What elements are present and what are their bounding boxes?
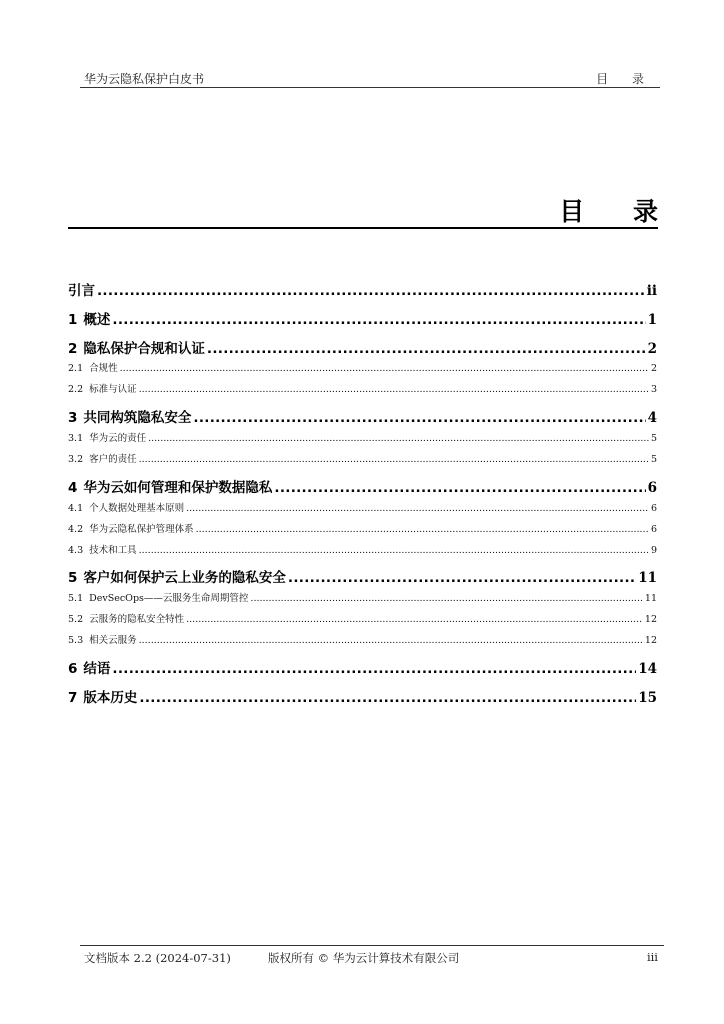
toc-entry-page: 2 [647, 341, 657, 357]
toc-entry-number: 3 [68, 410, 78, 426]
toc-entry-title: 技术和工具 [89, 545, 137, 556]
toc-entry-section[interactable] [68, 611, 657, 625]
toc-entry-number: 2.2 [68, 384, 84, 395]
toc-entry-section[interactable] [68, 632, 657, 646]
toc-entry-title: 华为云隐私保护管理体系 [89, 524, 194, 535]
page-header [80, 69, 660, 88]
toc-dot-leader [274, 480, 645, 496]
toc-entry-number: 4.3 [68, 545, 84, 556]
toc-entry-number: 6 [68, 661, 78, 677]
toc-entry-page: 6 [647, 480, 657, 496]
toc-entry-section[interactable] [68, 360, 657, 374]
toc-dot-leader [139, 545, 649, 556]
toc-entry-page: 14 [638, 661, 657, 677]
toc-entry-title: 引言 [68, 283, 95, 299]
toc-dot-leader [148, 433, 649, 444]
footer-version: 文档版本 2.2 (2024-07-31) [84, 951, 231, 965]
toc-entry-title: 合规性 [89, 363, 118, 374]
toc-dot-leader [97, 283, 645, 299]
toc-entry-number: 2 [68, 341, 78, 357]
toc-entry-number: 5.2 [68, 614, 84, 625]
toc-entry-page: 2 [650, 363, 657, 374]
toc-entry-page: 1 [647, 312, 657, 328]
toc-entry-section[interactable] [68, 451, 657, 465]
toc-entry-title: 个人数据处理基本原则 [89, 503, 185, 514]
toc-dot-leader [139, 384, 649, 395]
toc-dot-leader [288, 570, 636, 586]
toc-entry-title: 标准与认证 [89, 384, 137, 395]
toc-dot-leader [139, 454, 649, 465]
toc-dot-leader [207, 341, 646, 357]
toc-entry-number: 5.3 [68, 635, 84, 646]
toc-entry-section[interactable] [68, 590, 657, 604]
toc-entry-number: 4.1 [68, 503, 84, 514]
toc-entry-page: 12 [644, 614, 657, 625]
toc-entry-number: 5 [68, 570, 78, 586]
toc-entry-page: 5 [650, 454, 657, 465]
toc-entry-section[interactable] [68, 500, 657, 514]
toc-entry-chapter[interactable] [68, 406, 657, 426]
toc-entry-title: 客户如何保护云上业务的隐私安全 [83, 570, 286, 586]
toc-entry-page: 4 [647, 410, 657, 426]
toc-entry-title: 概述 [83, 312, 111, 328]
toc-entry-page: ii [646, 283, 657, 299]
toc-dot-leader [186, 614, 643, 625]
page-footer [80, 945, 664, 968]
toc-entry-number: 4.2 [68, 524, 84, 535]
toc-dot-leader [193, 410, 645, 426]
toc-entry-number: 1 [68, 312, 78, 328]
toc-heading [68, 192, 678, 229]
toc-entry-page: 11 [638, 570, 657, 586]
toc-entry-title: 云服务的隐私安全特性 [89, 614, 185, 625]
header-doc-title: 华为云隐私保护白皮书 [84, 72, 205, 86]
header-section: 目 录 [596, 72, 654, 86]
toc-entry-title: 结语 [83, 661, 111, 677]
toc-entry-title: 华为云的责任 [89, 433, 147, 444]
toc-entry-number: 5.1 [68, 593, 84, 604]
toc-entry-page: 15 [638, 690, 657, 706]
toc-entry-title: DevSecOps——云服务生命周期管控 [89, 593, 249, 604]
toc-entry-page: 5 [650, 433, 657, 444]
toc-entry-section[interactable] [68, 542, 657, 556]
toc-entry-section[interactable] [68, 430, 657, 444]
toc-entry-chapter[interactable] [68, 657, 657, 677]
toc-entry-title: 隐私保护合规和认证 [83, 341, 205, 357]
toc-dot-leader [139, 690, 636, 706]
toc-entry-chapter[interactable] [68, 476, 657, 496]
toc-dot-leader [120, 363, 649, 374]
toc-dot-leader [196, 524, 649, 535]
toc-heading-text: 目 录 [559, 197, 678, 226]
toc-dot-leader [139, 635, 643, 646]
toc-entry-title: 相关云服务 [89, 635, 137, 646]
toc-entry-title: 共同构筑隐私安全 [83, 410, 192, 426]
footer-page-number: iii [646, 950, 658, 964]
toc-entry-chapter[interactable] [68, 337, 657, 357]
footer-copyright: 版权所有 © 华为云计算技术有限公司 [268, 951, 460, 965]
toc-entry-page: 3 [650, 384, 657, 395]
toc-entry-page: 12 [644, 635, 657, 646]
toc-entry-number: 3.2 [68, 454, 84, 465]
toc-entry-title: 客户的责任 [89, 454, 137, 465]
toc-entry-title: 华为云如何管理和保护数据隐私 [83, 480, 273, 496]
toc-entry-page: 6 [650, 524, 657, 535]
toc-dot-leader [112, 312, 645, 328]
toc-entry-page: 9 [650, 545, 657, 556]
toc-entry-number: 4 [68, 480, 78, 496]
toc-entry-number: 7 [68, 690, 78, 706]
toc-entry-page: 6 [650, 503, 657, 514]
toc-entry-chapter[interactable] [68, 566, 657, 586]
toc-entry-chapter[interactable] [68, 308, 657, 328]
toc-dot-leader [250, 593, 642, 604]
toc-entry-number: 3.1 [68, 433, 84, 444]
toc-dot-leader [186, 503, 649, 514]
toc-entry-section[interactable] [68, 521, 657, 535]
toc-entry-number: 2.1 [68, 363, 84, 374]
toc-entry-page: 11 [644, 593, 657, 604]
toc-dot-leader [112, 661, 636, 677]
toc-entry-section[interactable] [68, 381, 657, 395]
toc-entry-chapter[interactable] [68, 279, 657, 299]
toc-entry-chapter[interactable] [68, 686, 657, 706]
toc-entry-title: 版本历史 [83, 690, 138, 706]
